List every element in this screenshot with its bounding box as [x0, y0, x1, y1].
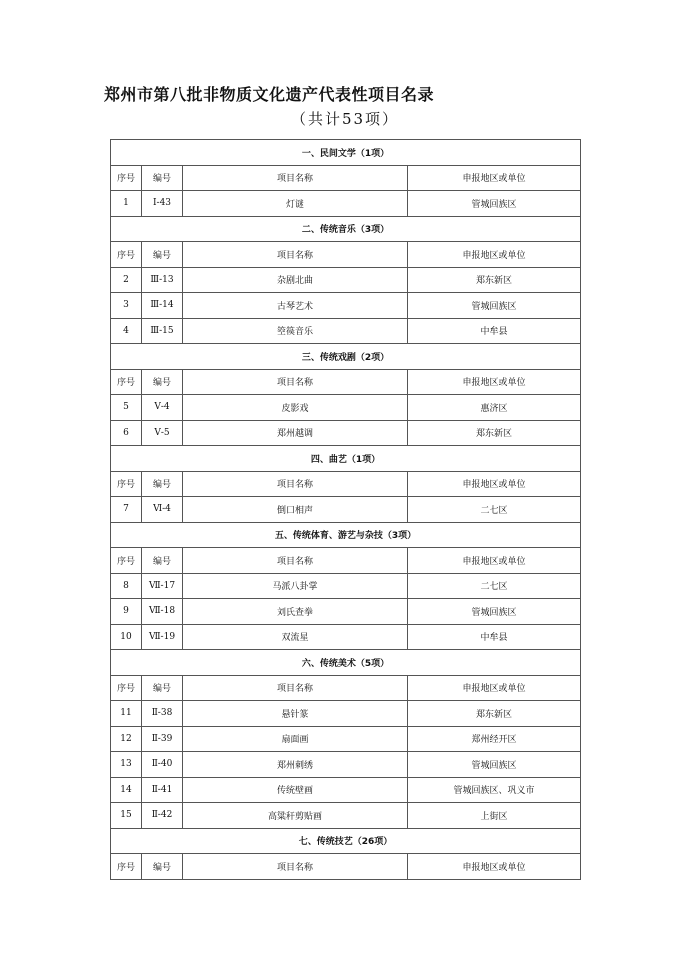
cell-index: 8: [111, 573, 142, 599]
column-header-row: [111, 165, 581, 191]
cell-project-name: 皮影戏: [183, 395, 408, 421]
cell-applicant: 二七区: [408, 573, 581, 599]
cell-index: 1: [111, 191, 142, 217]
column-header-row: [111, 471, 581, 497]
cell-code: Ⅱ-40: [142, 752, 183, 778]
cell-index: 10: [111, 624, 142, 650]
section-heading-row: [111, 828, 581, 854]
table-row: [111, 267, 581, 293]
cell-project-name: 刘氏查拳: [183, 599, 408, 625]
header-cell-index: 序号: [111, 369, 142, 395]
cell-index: 4: [111, 318, 142, 344]
header-cell-applicant: 申报地区或单位: [408, 675, 581, 701]
table-row: [111, 803, 581, 829]
section-heading-row: [111, 344, 581, 370]
cell-index: 14: [111, 777, 142, 803]
cell-project-name: 高粱秆剪贴画: [183, 803, 408, 829]
section-heading-row: [111, 650, 581, 676]
table-row: [111, 777, 581, 803]
cell-applicant: 中牟县: [408, 624, 581, 650]
cell-index: 3: [111, 293, 142, 319]
table-row: [111, 726, 581, 752]
header-cell-index: 序号: [111, 165, 142, 191]
cell-code: Ⅵ-4: [142, 497, 183, 523]
header-cell-index: 序号: [111, 242, 142, 268]
cell-index: 7: [111, 497, 142, 523]
cell-applicant: 管城回族区: [408, 191, 581, 217]
cell-applicant: 管城回族区: [408, 599, 581, 625]
cell-code: Ⅰ-43: [142, 191, 183, 217]
header-cell-applicant: 申报地区或单位: [408, 242, 581, 268]
cell-project-name: 悬针篆: [183, 701, 408, 727]
cell-applicant: 二七区: [408, 497, 581, 523]
cell-project-name: 扇面画: [183, 726, 408, 752]
cell-code: Ⅱ-38: [142, 701, 183, 727]
header-cell-code: 编号: [142, 369, 183, 395]
cell-applicant: 惠济区: [408, 395, 581, 421]
header-cell-code: 编号: [142, 854, 183, 880]
header-cell-applicant: 申报地区或单位: [408, 165, 581, 191]
cell-applicant: 管城回族区: [408, 752, 581, 778]
cell-index: 9: [111, 599, 142, 625]
column-header-row: [111, 242, 581, 268]
column-header-row: [111, 548, 581, 574]
column-header-row: [111, 369, 581, 395]
header-cell-code: 编号: [142, 471, 183, 497]
cell-code: Ⅲ-15: [142, 318, 183, 344]
cell-project-name: 郑州刺绣: [183, 752, 408, 778]
header-cell-project-name: 项目名称: [183, 242, 408, 268]
cell-code: Ⅴ-5: [142, 420, 183, 446]
header-cell-project-name: 项目名称: [183, 369, 408, 395]
cell-code: Ⅱ-42: [142, 803, 183, 829]
cell-applicant: 郑东新区: [408, 701, 581, 727]
section-heading-row: [111, 522, 581, 548]
cell-applicant: 中牟县: [408, 318, 581, 344]
cell-applicant: 管城回族区: [408, 293, 581, 319]
header-cell-applicant: 申报地区或单位: [408, 369, 581, 395]
cell-index: 12: [111, 726, 142, 752]
cell-code: Ⅴ-4: [142, 395, 183, 421]
section-heading-row: [111, 140, 581, 166]
header-cell-code: 编号: [142, 675, 183, 701]
section-heading: 三、传统戏剧（2项）: [111, 344, 581, 370]
heritage-list-body: [111, 140, 581, 880]
column-header-row: [111, 854, 581, 880]
cell-code: Ⅲ-14: [142, 293, 183, 319]
cell-project-name: 古琴艺术: [183, 293, 408, 319]
column-header-row: [111, 675, 581, 701]
header-cell-index: 序号: [111, 675, 142, 701]
cell-code: Ⅲ-13: [142, 267, 183, 293]
header-cell-code: 编号: [142, 548, 183, 574]
cell-code: Ⅱ-41: [142, 777, 183, 803]
section-heading: 五、传统体育、游艺与杂技（3项）: [111, 522, 581, 548]
header-cell-code: 编号: [142, 165, 183, 191]
cell-project-name: 杂剧北曲: [183, 267, 408, 293]
cell-project-name: 马派八卦掌: [183, 573, 408, 599]
cell-applicant: 管城回族区、巩义市: [408, 777, 581, 803]
cell-project-name: 箜篌音乐: [183, 318, 408, 344]
cell-project-name: 传统壁画: [183, 777, 408, 803]
heritage-list-table: [110, 139, 581, 880]
cell-index: 2: [111, 267, 142, 293]
section-heading: 六、传统美术（5项）: [111, 650, 581, 676]
cell-project-name: 双流星: [183, 624, 408, 650]
table-row: [111, 497, 581, 523]
header-cell-project-name: 项目名称: [183, 675, 408, 701]
header-cell-project-name: 项目名称: [183, 165, 408, 191]
cell-index: 5: [111, 395, 142, 421]
table-row: [111, 318, 581, 344]
document-title: 郑州市第八批非物质文化遗产代表性项目名录: [104, 85, 435, 104]
table-row: [111, 420, 581, 446]
header-cell-project-name: 项目名称: [183, 854, 408, 880]
header-cell-project-name: 项目名称: [183, 471, 408, 497]
section-heading: 四、曲艺（1项）: [111, 446, 581, 472]
cell-applicant: 郑东新区: [408, 420, 581, 446]
table-row: [111, 293, 581, 319]
table-row: [111, 395, 581, 421]
cell-code: Ⅶ-19: [142, 624, 183, 650]
section-heading-row: [111, 446, 581, 472]
cell-applicant: 上街区: [408, 803, 581, 829]
section-heading: 一、民间文学（1项）: [111, 140, 581, 166]
header-cell-applicant: 申报地区或单位: [408, 854, 581, 880]
header-cell-index: 序号: [111, 548, 142, 574]
cell-index: 15: [111, 803, 142, 829]
header-cell-index: 序号: [111, 471, 142, 497]
cell-index: 13: [111, 752, 142, 778]
header-cell-code: 编号: [142, 242, 183, 268]
cell-code: Ⅶ-18: [142, 599, 183, 625]
cell-project-name: 倒口相声: [183, 497, 408, 523]
section-heading: 二、传统音乐（3项）: [111, 216, 581, 242]
table-row: [111, 624, 581, 650]
cell-applicant: 郑州经开区: [408, 726, 581, 752]
table-row: [111, 701, 581, 727]
document-subtitle: （共计53项）: [290, 110, 400, 128]
cell-code: Ⅱ-39: [142, 726, 183, 752]
cell-applicant: 郑东新区: [408, 267, 581, 293]
table-row: [111, 573, 581, 599]
table-row: [111, 191, 581, 217]
table-row: [111, 752, 581, 778]
header-cell-applicant: 申报地区或单位: [408, 548, 581, 574]
section-heading-row: [111, 216, 581, 242]
cell-project-name: 灯谜: [183, 191, 408, 217]
header-cell-applicant: 申报地区或单位: [408, 471, 581, 497]
table-row: [111, 599, 581, 625]
cell-index: 11: [111, 701, 142, 727]
cell-project-name: 郑州越调: [183, 420, 408, 446]
header-cell-project-name: 项目名称: [183, 548, 408, 574]
header-cell-index: 序号: [111, 854, 142, 880]
section-heading: 七、传统技艺（26项）: [111, 828, 581, 854]
cell-index: 6: [111, 420, 142, 446]
cell-code: Ⅶ-17: [142, 573, 183, 599]
